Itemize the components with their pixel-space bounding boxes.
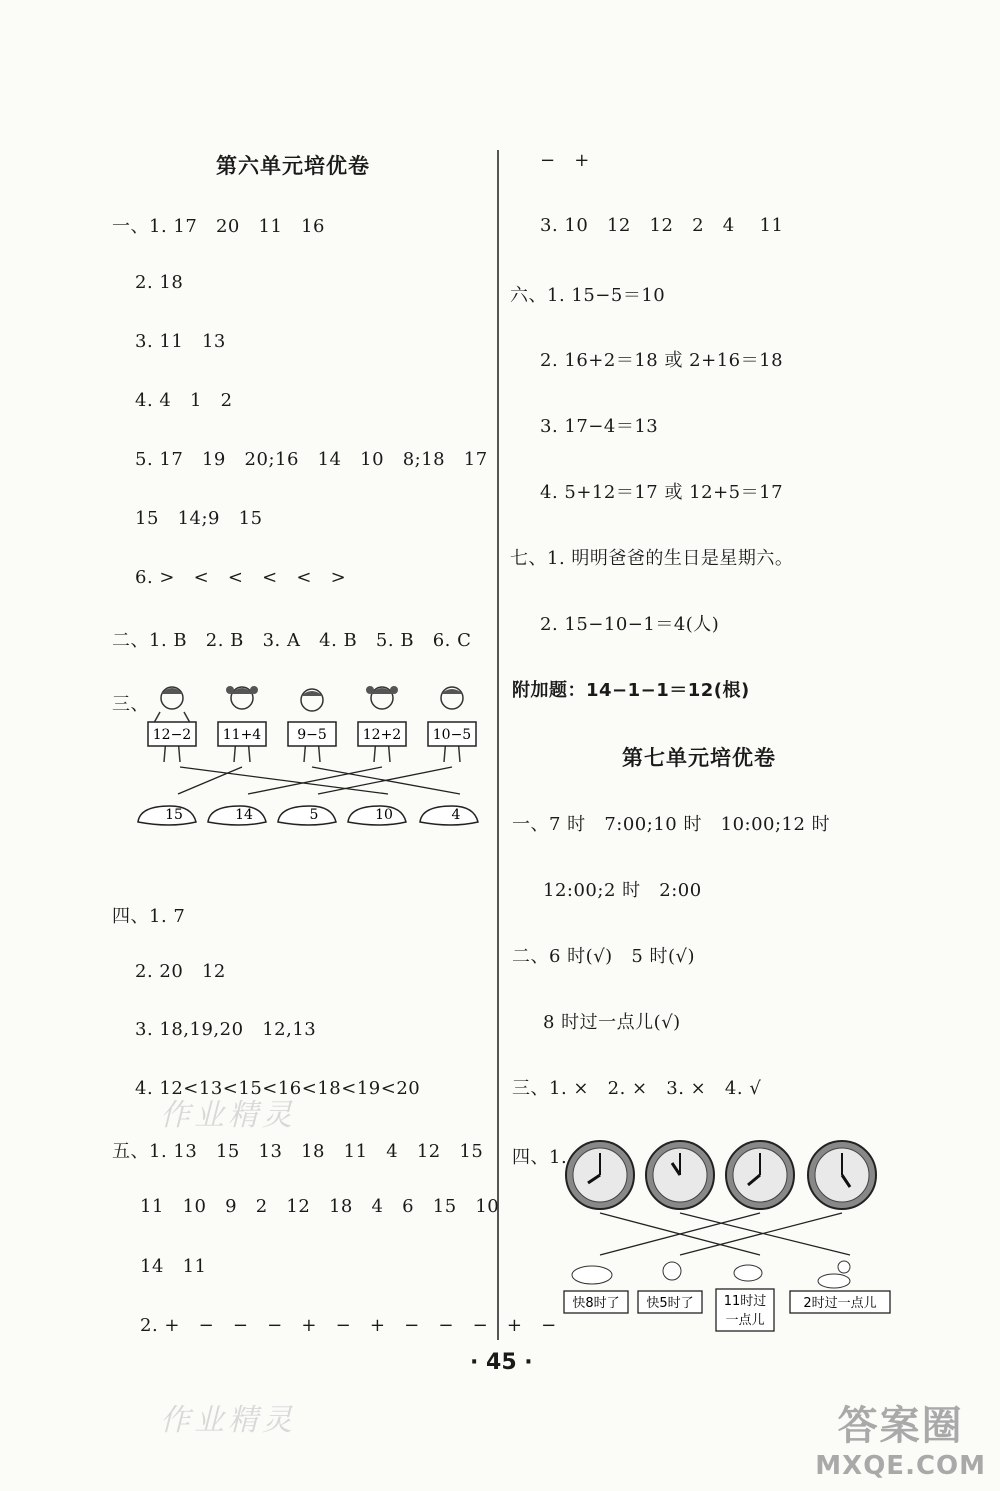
hat-4: 10: [375, 807, 393, 823]
page-number: · 45 ·: [470, 1350, 533, 1375]
time-labels: [564, 1289, 890, 1331]
clock-1: [566, 1141, 634, 1209]
unit7-title: 第七单元培优卷: [622, 746, 776, 770]
matching-lines: [178, 767, 460, 794]
right-line-8: 2. 15−10−1＝4(人): [540, 614, 720, 635]
watermark-2: 作业精灵: [160, 1403, 296, 1438]
left-line-2: 2. 18: [135, 272, 184, 293]
label-almost-8: 快8时了: [572, 1296, 620, 1311]
left-line-11: 2. 20 12: [135, 961, 226, 982]
left-line-13: 4. 12<13<15<16<18<19<20: [135, 1078, 421, 1099]
clock-4: [808, 1141, 876, 1209]
left-line-12: 3. 18,19,20 12,13: [135, 1019, 317, 1040]
right-line-5: 3. 17−4＝13: [540, 416, 659, 437]
clock-3: [726, 1141, 794, 1209]
right-line-10: 一、7 时 7:00;10 时 10:00;12 时: [512, 814, 831, 835]
hat-2: 14: [235, 807, 253, 823]
card-4: 12+2: [362, 727, 402, 743]
left-line-5: 5. 17 19 20;16 14 10 8;18 17: [135, 449, 488, 470]
hats: [138, 806, 478, 825]
corner-logo-url: MXQE.COM: [815, 1451, 986, 1481]
left-line-7: 6. > < < < < >: [135, 567, 347, 588]
clocks-matching-figure: [560, 1135, 900, 1335]
animals: [572, 1261, 850, 1288]
card-5: 10−5: [432, 727, 472, 743]
corner-logo-text: 答案圈: [837, 1403, 964, 1449]
left-line-9: 三、: [112, 694, 149, 715]
left-line-16: 14 11: [140, 1256, 207, 1277]
clock-2: [646, 1141, 714, 1209]
card-2: 11+4: [222, 727, 262, 743]
right-line-11: 12:00;2 时 2:00: [543, 880, 702, 901]
left-line-4: 4. 4 1 2: [135, 390, 233, 411]
kids-hats-matching-figure: [130, 682, 500, 842]
right-line-2: 3. 10 12 12 2 4 11: [540, 215, 784, 236]
right-line-1: − +: [540, 150, 590, 171]
left-line-17: 2. + − − − + − + − − − + −: [140, 1315, 557, 1336]
label-after-2: 2时过一点儿: [803, 1296, 877, 1311]
corner-logo: [815, 1394, 986, 1481]
label-after-11-line1: 11时过: [723, 1294, 767, 1309]
unit6-title: 第六单元培优卷: [216, 154, 370, 178]
watermark-1: 作业精灵: [160, 1098, 296, 1133]
label-after-11-line2: 一点儿: [725, 1313, 765, 1328]
left-line-1: 一、1. 17 20 11 16: [112, 216, 326, 237]
left-line-15: 11 10 9 2 12 18 4 6 15 10: [140, 1196, 500, 1217]
card-1: 12−2: [152, 727, 192, 743]
left-line-3: 3. 11 13: [135, 331, 226, 352]
right-line-7: 七、1. 明明爸爸的生日是星期六。: [510, 548, 794, 569]
right-line-4: 2. 16+2＝18 或 2+16＝18: [540, 350, 784, 371]
right-line-6: 4. 5+12＝17 或 12+5＝17: [540, 482, 784, 503]
label-almost-5: 快5时了: [646, 1296, 694, 1311]
hat-3: 5: [309, 807, 319, 823]
clock-matching-lines: [600, 1213, 850, 1255]
left-line-6: 15 14;9 15: [135, 508, 263, 529]
right-line-9: 附加题：14−1−1＝12(根): [512, 680, 750, 701]
right-line-12: 二、6 时(√) 5 时(√): [512, 946, 696, 967]
card-3: 9−5: [297, 727, 327, 743]
expression-cards: [148, 722, 476, 746]
left-line-8: 二、1. B 2. B 3. A 4. B 5. B 6. C: [112, 630, 472, 651]
hat-1: 15: [165, 807, 183, 823]
left-line-14: 五、1. 13 15 13 18 11 4 12 15: [112, 1141, 484, 1162]
right-line-13: 8 时过一点儿(√): [543, 1012, 681, 1033]
hat-5: 4: [451, 807, 461, 823]
left-line-10: 四、1. 7: [112, 906, 186, 927]
right-line-15: 四、1.: [512, 1147, 568, 1168]
right-line-14: 三、1. × 2. × 3. × 4. √: [512, 1078, 762, 1099]
right-line-3: 六、1. 15−5＝10: [510, 285, 666, 306]
